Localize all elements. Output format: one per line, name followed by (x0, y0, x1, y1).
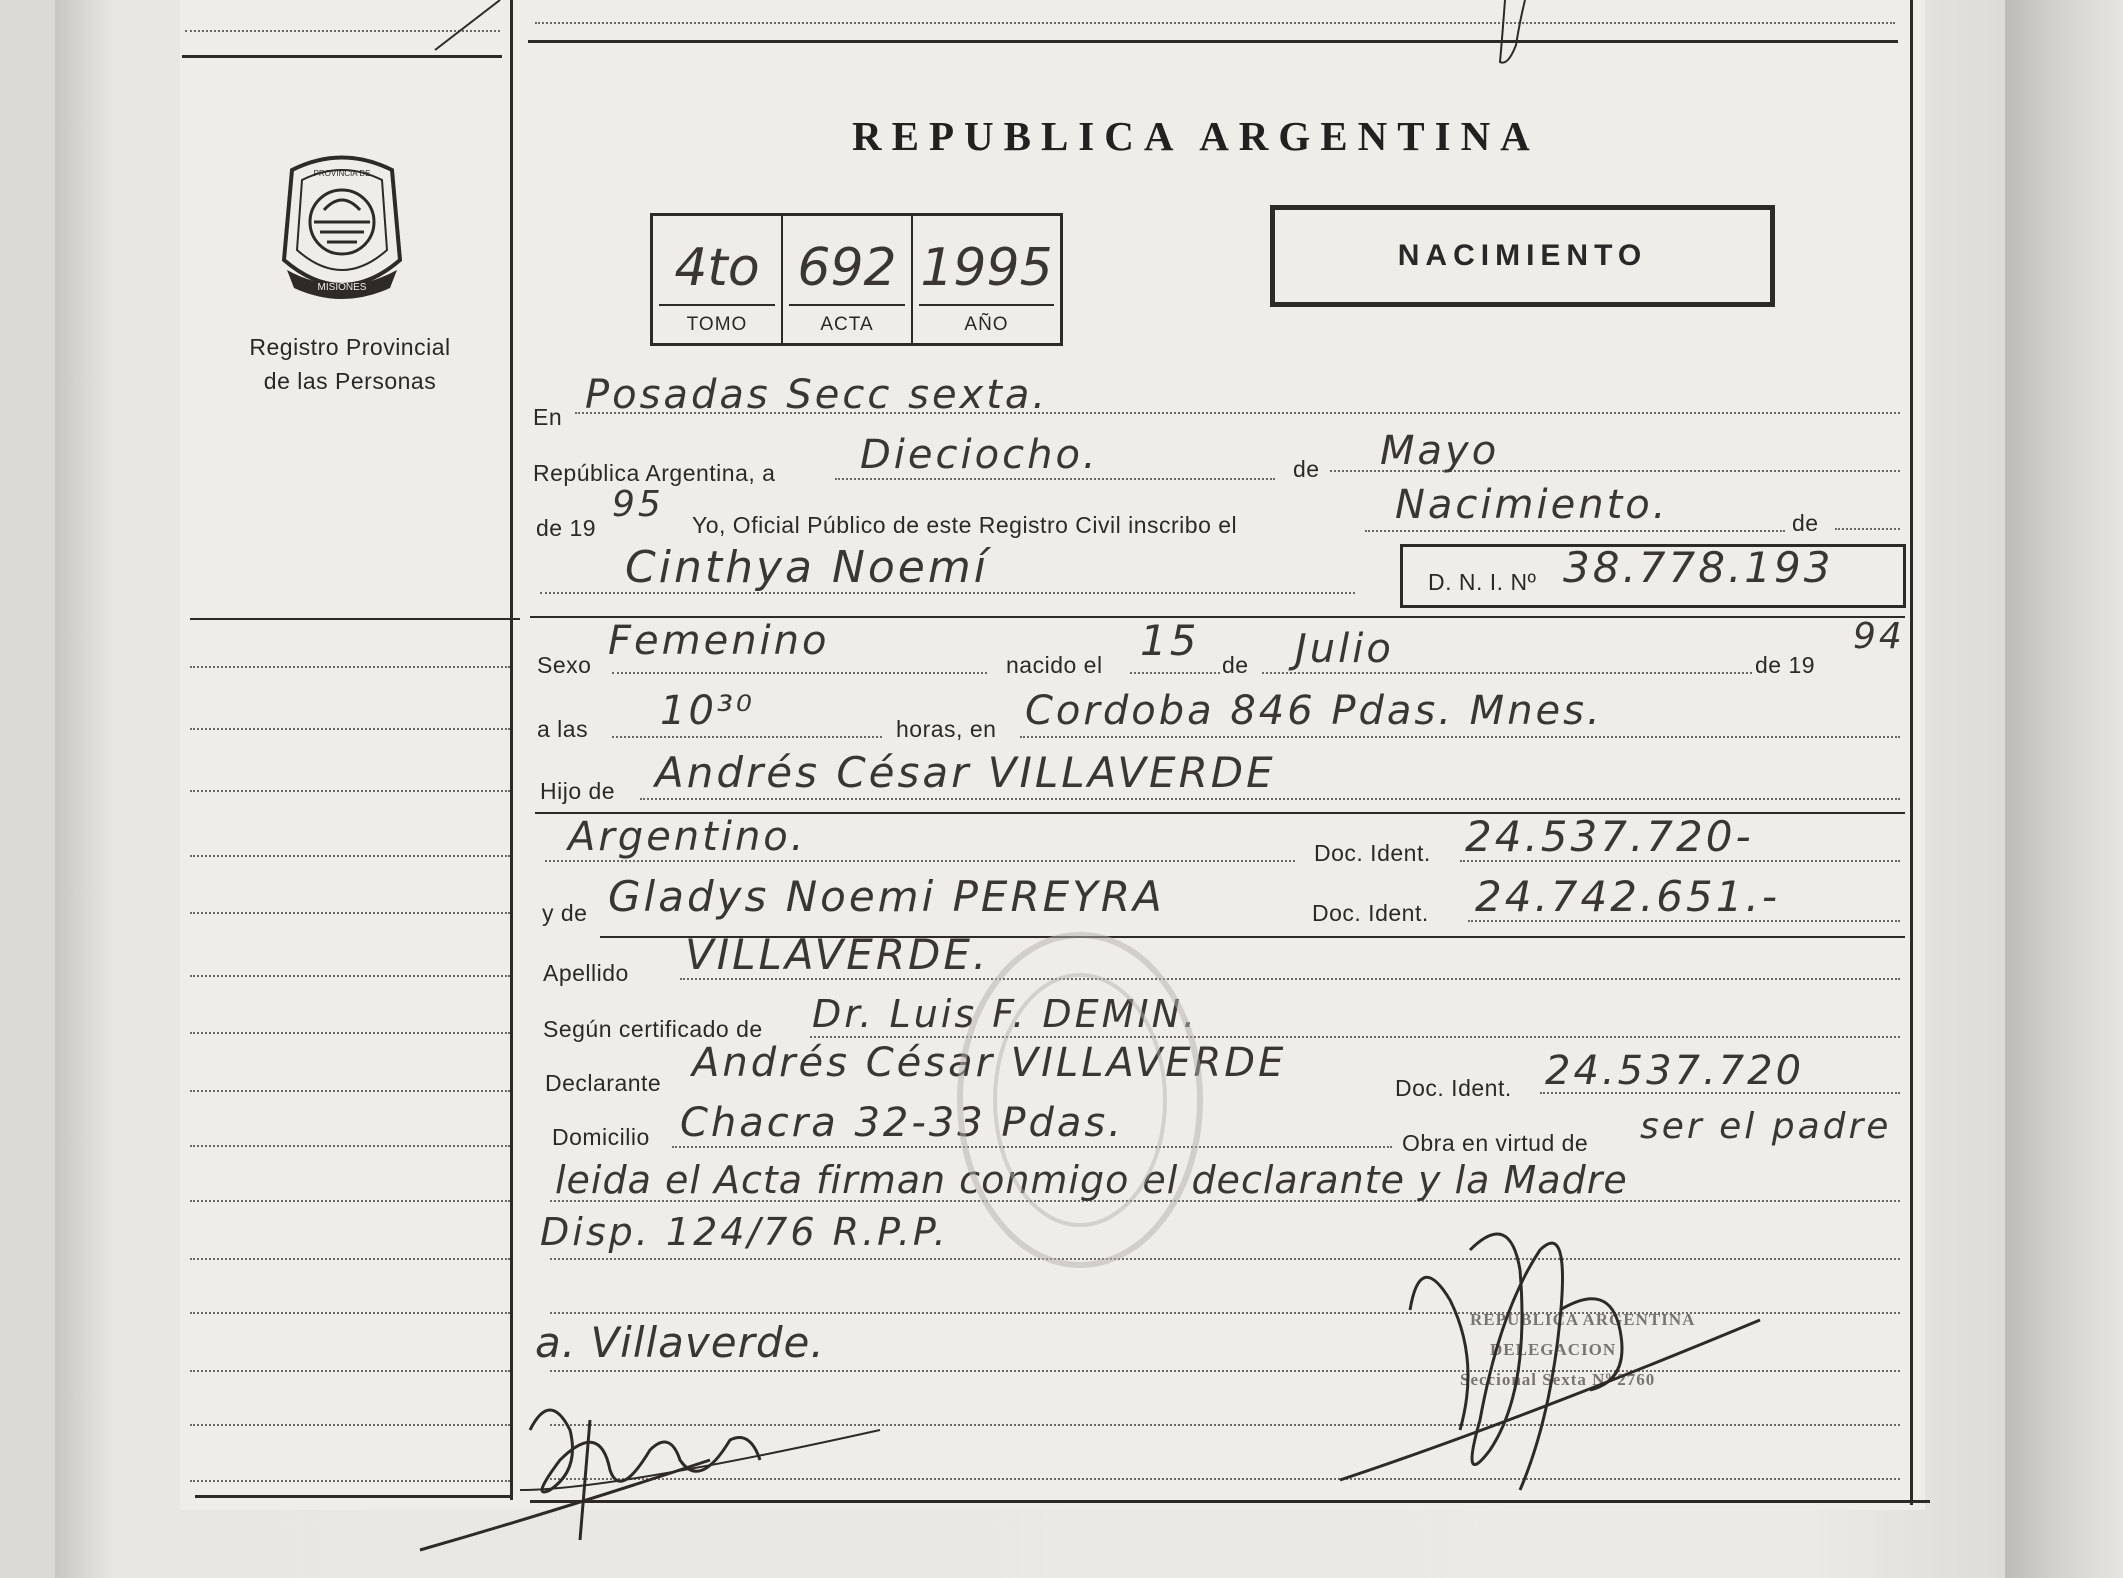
margin-line (190, 1312, 510, 1314)
label-de-3: de (1222, 652, 1249, 678)
margin-line (190, 790, 510, 792)
field-nota1: leida el Acta firman conmigo el declarante y la Madre (555, 1158, 1628, 1202)
provincial-seal-icon (272, 150, 412, 310)
column-divider (510, 0, 513, 1500)
margin-line (190, 1032, 510, 1034)
field-madre: Gladys Noemi PEREYRA (608, 872, 1165, 921)
field-dia: Dieciocho. (860, 432, 1099, 478)
field-nombre: Cinthya Noemí (625, 542, 989, 593)
label-apellido: Apellido (543, 960, 629, 986)
top-rule (528, 40, 1898, 43)
record-type-box: NACIMIENTO (1270, 205, 1775, 307)
field-line (640, 798, 1900, 800)
field-anio: 95 (612, 484, 664, 525)
field-anio-nac: 94 (1853, 616, 1905, 657)
margin-underline (190, 618, 520, 620)
margin-line (190, 912, 510, 914)
seal-top-text: PROVINCIA DE (313, 169, 371, 178)
tomo-cell (653, 216, 783, 343)
top-scribble-icon (1480, 0, 1540, 70)
label-en: En (533, 404, 563, 430)
field-line (545, 860, 1295, 862)
acta-cell (783, 216, 913, 343)
faint-seal-icon (950, 920, 1210, 1280)
country-title: REPUBLICA ARGENTINA (852, 113, 1540, 159)
signature-declarante: a. Villaverde. (535, 1318, 825, 1367)
acta-label: ACTA (820, 314, 874, 335)
anio-cell (913, 216, 1060, 343)
field-domicilio: Chacra 32-33 Pdas. (680, 1100, 1124, 1146)
field-line (612, 736, 882, 738)
label-a-las: a las (537, 716, 589, 742)
field-hecho: Nacimiento. (1395, 482, 1669, 528)
stamp-line3: Seccional Sexta Nº 2760 (1460, 1370, 1656, 1389)
label-doc-ident-3: Doc. Ident. (1395, 1075, 1512, 1101)
label-de19-2: de 19 (1755, 652, 1816, 678)
label-declarante: Declarante (545, 1070, 662, 1096)
field-line (1262, 672, 1752, 674)
right-border (1910, 0, 1913, 1505)
margin-line (190, 1200, 510, 1202)
field-lugar: Posadas Secc sexta. (585, 372, 1049, 418)
margin-line (190, 855, 510, 857)
field-padre-doc: 24.537.720- (1465, 812, 1754, 861)
top-rule (182, 55, 502, 58)
record-number-box (650, 213, 1063, 346)
label-de19: de 19 (536, 515, 597, 541)
field-dia-nac: 15 (1140, 616, 1200, 665)
margin-line (190, 975, 510, 977)
stamp-line2: DELEGACION (1490, 1340, 1617, 1359)
label-hijo-de: Hijo de (540, 778, 616, 804)
top-scribble-icon (430, 0, 510, 55)
top-dotted-line (535, 22, 1895, 24)
label-yo-oficial: Yo, Oficial Público de este Registro Civil inscribo el (692, 512, 1238, 538)
tomo-label: TOMO (686, 314, 748, 335)
label-horas-en: horas, en (896, 716, 997, 742)
label-obra: Obra en virtud de (1402, 1130, 1589, 1156)
anio-label: AÑO (964, 314, 1009, 335)
signature-officer-icon (1320, 1190, 1770, 1530)
field-sexo: Femenino (608, 618, 830, 664)
page-edge (2005, 0, 2123, 1578)
registry-line1: Registro Provincial (249, 334, 451, 360)
field-line (612, 672, 987, 674)
stamp-line1: REPUBLICA ARGENTINA (1470, 1310, 1696, 1329)
field-declarante: Andrés César VILLAVERDE (692, 1040, 1287, 1086)
field-madre-doc: 24.742.651.- (1475, 872, 1780, 921)
field-nota2: Disp. 124/76 R.P.P. (540, 1210, 949, 1254)
registry-name (230, 330, 470, 398)
registry-line2: de las Personas (263, 368, 437, 394)
tomo-value: 4to (674, 238, 760, 298)
dni-box (1400, 544, 1906, 608)
anio-value: 1995 (920, 238, 1053, 298)
label-de-2: de (1792, 510, 1819, 536)
margin-line (190, 1258, 510, 1260)
field-mes: Mayo (1380, 428, 1500, 474)
field-line (1020, 736, 1900, 738)
field-declarante-doc: 24.537.720 (1545, 1048, 1805, 1094)
acta-value: 692 (797, 238, 897, 298)
field-line (1365, 530, 1785, 532)
field-hora: 10³⁰ (660, 688, 755, 734)
seal-bottom-text: MISIONES (317, 282, 367, 293)
field-apellido: VILLAVERDE. (685, 930, 990, 979)
label-republica: República Argentina, a (533, 460, 776, 486)
signature-witness-icon (410, 1370, 890, 1570)
field-dni: 38.778.193 (1563, 543, 1834, 592)
field-obra: ser el padre (1640, 1106, 1892, 1147)
margin-line (190, 1145, 510, 1147)
label-de: de (1293, 456, 1320, 482)
label-sexo: Sexo (537, 652, 592, 678)
field-certificado: Dr. Luis F. DEMIN. (812, 992, 1199, 1036)
field-lugar-nac: Cordoba 846 Pdas. Mnes. (1025, 688, 1603, 734)
field-mes-nac: Julio (1295, 626, 1394, 672)
margin-line (190, 666, 510, 668)
field-line (1835, 528, 1900, 530)
label-y-de: y de (542, 900, 588, 926)
field-line (1130, 672, 1220, 674)
margin-line (190, 1090, 510, 1092)
label-doc-ident-2: Doc. Ident. (1312, 900, 1429, 926)
label-nacido: nacido el (1006, 652, 1103, 678)
label-dni: D. N. I. Nº (1428, 569, 1537, 595)
margin-line (190, 728, 510, 730)
field-nacionalidad: Argentino. (568, 814, 807, 860)
label-doc-ident: Doc. Ident. (1314, 840, 1431, 866)
field-padre: Andrés César VILLAVERDE (655, 748, 1276, 797)
label-domicilio: Domicilio (552, 1124, 650, 1150)
label-segun: Según certificado de (543, 1016, 763, 1042)
field-line (835, 478, 1275, 480)
